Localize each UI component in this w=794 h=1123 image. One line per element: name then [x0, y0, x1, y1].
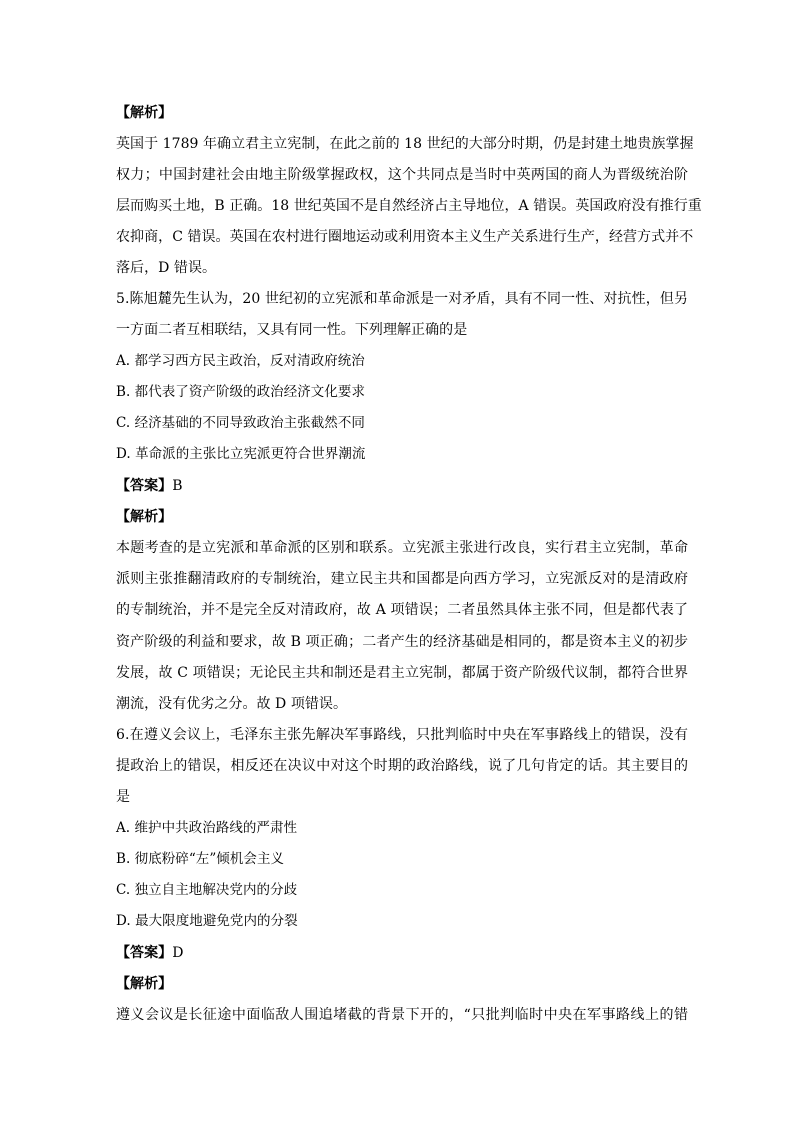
analysis-paragraph-line: 资产阶级的利益和要求，故 B 项正确；二者产生的经济基础是相同的，都是资本主义的初步 — [116, 634, 688, 650]
answer-value: D — [172, 945, 184, 961]
analysis-paragraph-line: 潮流，没有优劣之分。故 D 项错误。 — [116, 696, 348, 712]
analysis-paragraph-line: 英国于 1789 年确立君主立宪制，在此之前的 18 世纪的大部分时期，仍是封建土地贵族掌握 — [116, 136, 694, 152]
analysis-paragraph-line: 层而购买土地，B 正确。18 世纪英国不是自然经济占主导地位，A 错误。英国政府没有推行重 — [116, 198, 702, 214]
analysis-heading: 【解析】 — [116, 976, 173, 992]
analysis-paragraph-line: 的专制统治，并不是完全反对清政府，故 A 项错误；二者虽然具体主张不同，但是都代表了 — [116, 602, 688, 618]
analysis-paragraph-line: 遵义会议是长征途中面临敌人围追堵截的背景下开的，“只批判临时中央在军事路线上的错 — [116, 1007, 688, 1023]
analysis-paragraph-line: 派则主张推翻清政府的专制统治，建立民主共和国都是向西方学习，立宪派反对的是清政府 — [116, 571, 688, 587]
analysis-paragraph-line: 落后，D 错误。 — [116, 260, 217, 276]
analysis-paragraph-line: 发展，故 C 项错误；无论民主共和制还是君主立宪制，都属于资产阶级代议制，都符合世界 — [116, 665, 688, 681]
question-5-option-d: D. 革命派的主张比立宪派更符合世界潮流 — [116, 446, 366, 462]
question-5-stem: 5.陈旭麓先生认为，20 世纪初的立宪派和革命派是一对矛盾，具有不同一性、对抗性，但另 — [116, 291, 688, 307]
answer-5 — [116, 476, 688, 496]
answer-label: 【答案】 — [116, 478, 173, 494]
question-5-stem: 一方面二者互相联结，又具有同一性。下列理解正确的是 — [116, 322, 468, 338]
answer-value: B — [172, 478, 183, 494]
question-6-option-c: C. 独立自主地解决党内的分歧 — [116, 882, 298, 898]
answer-6 — [116, 943, 688, 963]
analysis-paragraph-line: 本题考查的是立宪派和革命派的区别和联系。立宪派主张进行改良，实行君主立宪制，革命 — [116, 540, 688, 556]
question-6-stem: 是 — [116, 789, 131, 805]
analysis-heading: 【解析】 — [116, 105, 173, 121]
analysis-paragraph-line: 权力；中国封建社会由地主阶级掌握政权，这个共同点是当时中英两国的商人为晋级统治阶 — [116, 167, 688, 183]
answer-label: 【答案】 — [116, 945, 173, 961]
analysis-paragraph-line: 农抑商，C 错误。英国在农村进行圈地运动或利用资本主义生产关系进行生产，经营方式并不 — [116, 229, 694, 245]
question-5-option-a: A. 都学习西方民主政治，反对清政府统治 — [116, 353, 365, 369]
question-5-option-c: C. 经济基础的不同导致政治主张截然不同 — [116, 415, 365, 431]
analysis-heading: 【解析】 — [116, 509, 173, 525]
question-5-option-b: B. 都代表了资产阶级的政治经济文化要求 — [116, 384, 366, 400]
question-6-stem: 提政治上的错误，相反还在决议中对这个时期的政治路线，说了几句肯定的话。其主要目的 — [116, 758, 688, 774]
question-6-option-d: D. 最大限度地避免党内的分裂 — [116, 913, 298, 929]
question-6-option-b: B. 彻底粉碎“左”倾机会主义 — [116, 851, 285, 867]
question-6-stem: 6.在遵义会议上，毛泽东主张先解决军事路线，只批判临时中央在军事路线上的错误，没有 — [116, 727, 688, 743]
question-6-option-a: A. 维护中共政治路线的严肃性 — [116, 820, 298, 836]
